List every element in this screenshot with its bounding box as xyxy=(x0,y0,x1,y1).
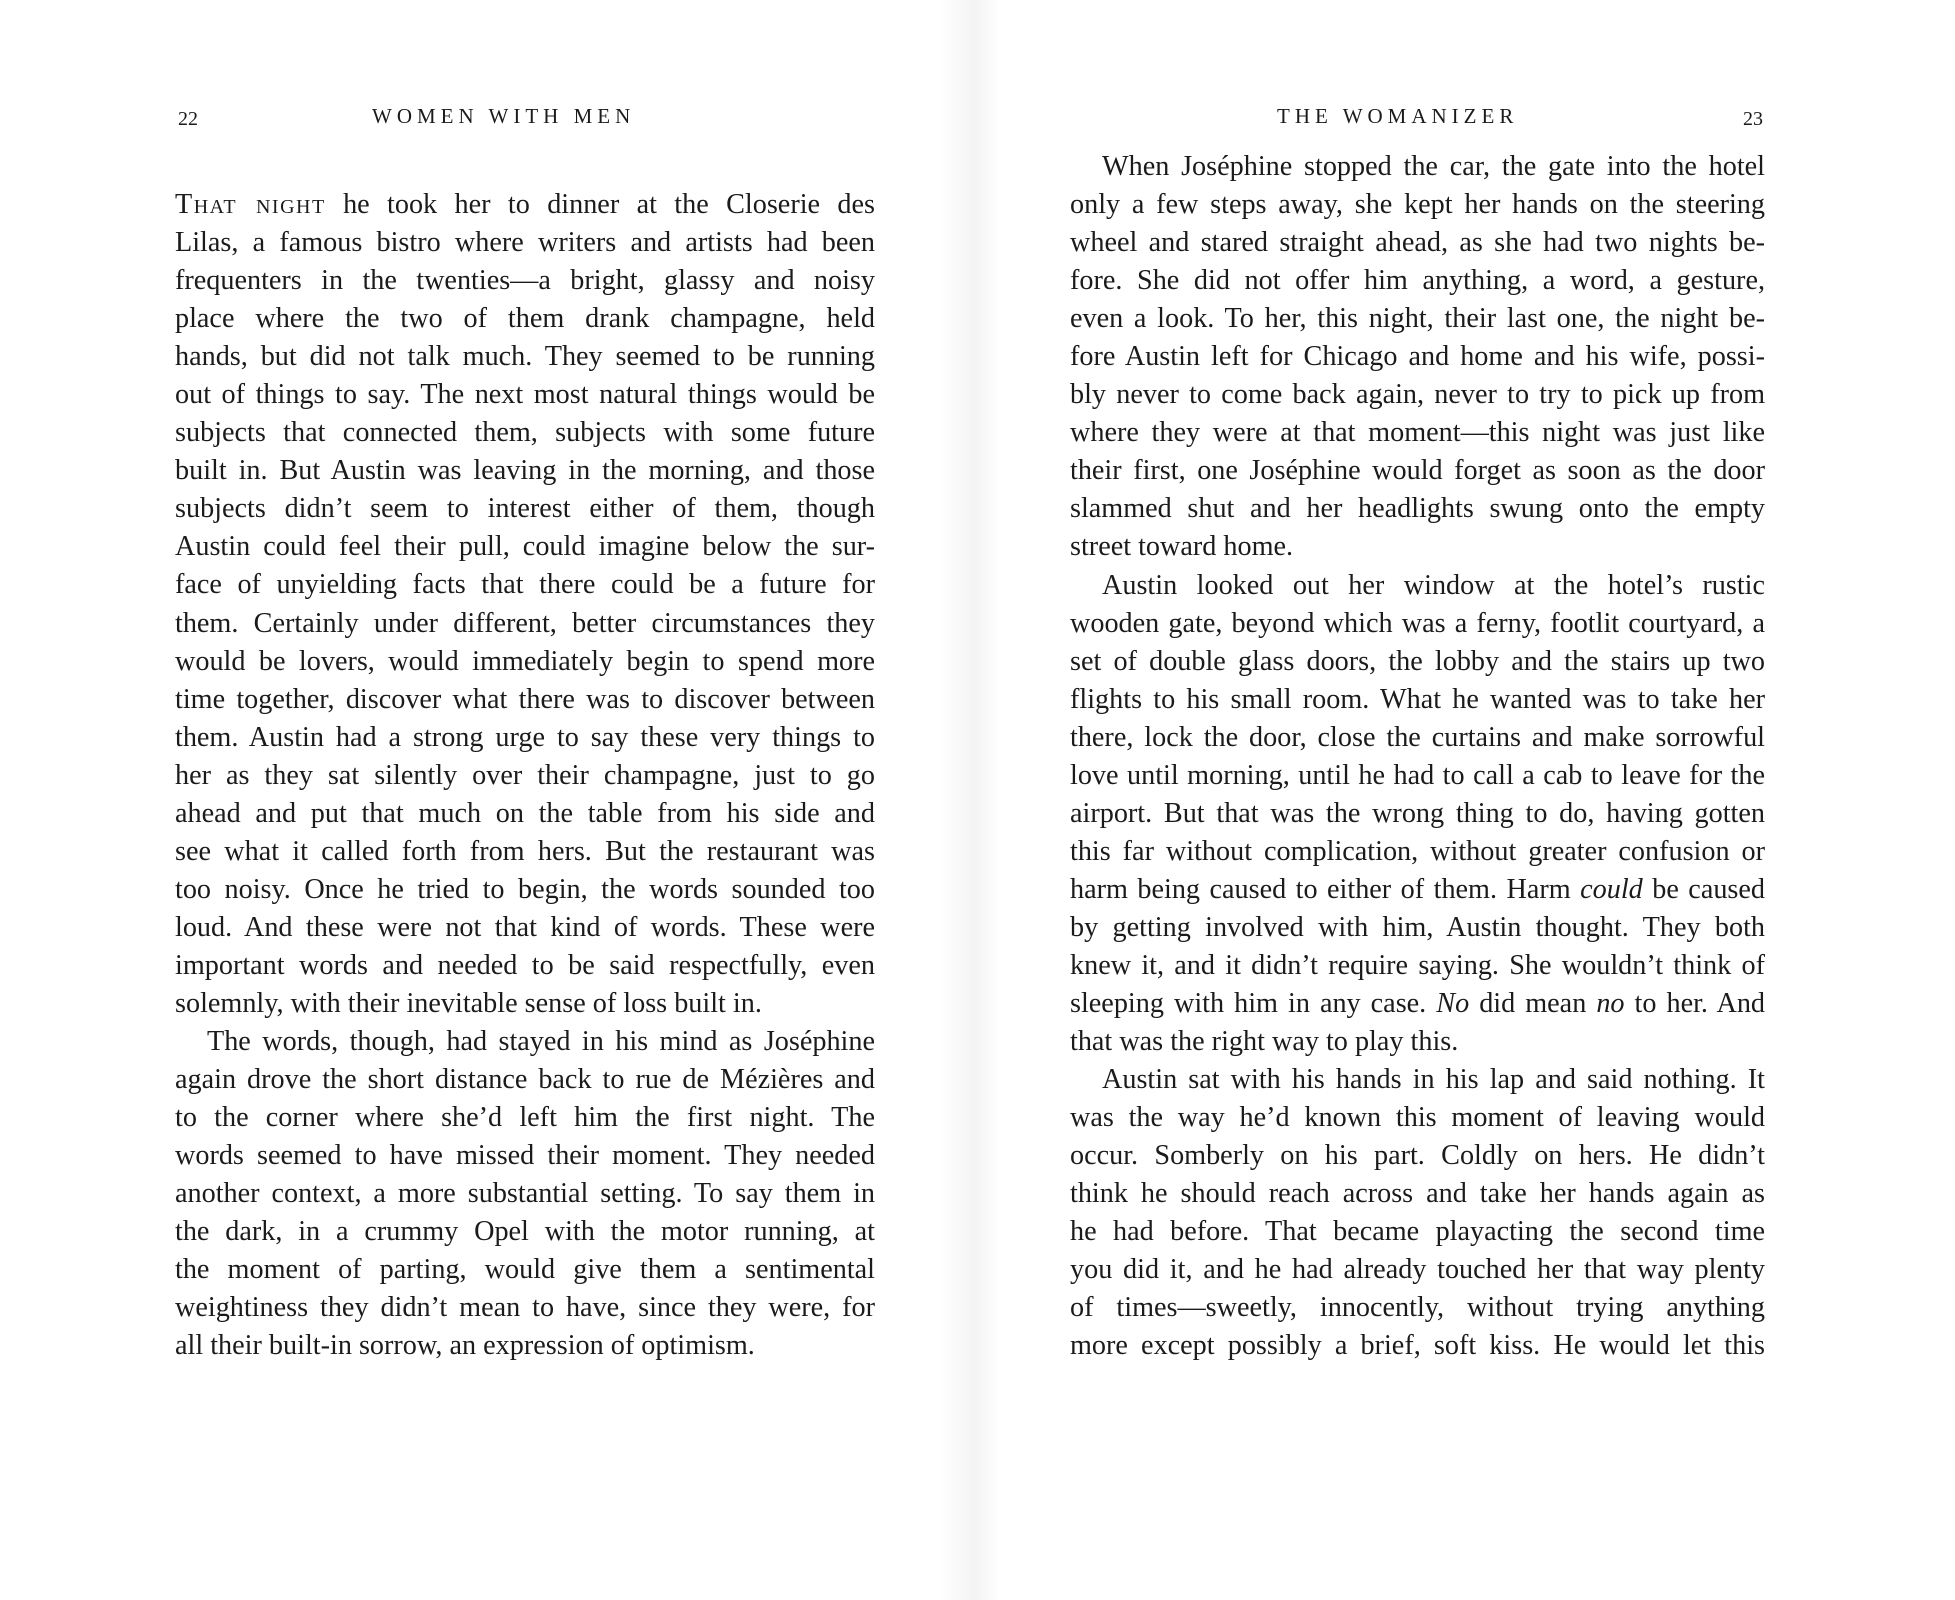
text-line: street toward home. xyxy=(1070,531,1294,563)
text-line: words seemed to have missed their moment. They needed xyxy=(175,1140,875,1172)
text-line: airport. But that was the wrong thing to do, having gotten xyxy=(1070,797,1765,829)
text-line: he had before. That became playacting the second time xyxy=(1070,1216,1765,1248)
text-line: only a few steps away, she kept her hands on the steering xyxy=(1070,189,1765,221)
italic-word: No xyxy=(1436,988,1470,1020)
text-line: would be lovers, would immediately begin to spend more xyxy=(175,645,875,677)
text-line: solemnly, with their inevitable sense of loss built in. xyxy=(175,987,762,1019)
text-line: them. Austin had a strong urge to say these very things to xyxy=(175,721,875,753)
text-line: see what it called forth from hers. But the restaurant was xyxy=(175,835,875,867)
text-line: was the way he’d known this moment of leaving would xyxy=(1070,1102,1765,1134)
italic-word: no xyxy=(1596,988,1625,1020)
text-line: place where the two of them drank champagne, held xyxy=(175,303,875,335)
text-line: fore. She did not offer him anything, a word, a gesture, xyxy=(1070,265,1765,297)
left-page xyxy=(0,0,975,1600)
text-line: even a look. To her, this night, their last one, the night be- xyxy=(1070,303,1765,335)
right-paragraph-1 xyxy=(1070,148,1765,567)
text-line: too noisy. Once he tried to begin, the words sounded too xyxy=(175,873,875,905)
text-line: loud. And these were not that kind of words. These were xyxy=(175,911,875,943)
text-line: occur. Somberly on his part. Coldly on hers. He didn’t xyxy=(1070,1140,1765,1172)
left-paragraph-2 xyxy=(175,1023,875,1365)
right-paragraph-2 xyxy=(1070,567,1765,1062)
text-line: her as they sat silently over their champagne, just to go xyxy=(175,759,875,791)
text-line: important words and needed to be said respectfully, even xyxy=(175,949,875,981)
text-line: wheel and stared straight ahead, as she had two nights be- xyxy=(1070,227,1765,259)
text-line: time together, discover what there was to discover between xyxy=(175,683,875,715)
text-line: hands, but did not talk much. They seemed to be running xyxy=(175,341,875,373)
text-line: to the corner where she’d left him the first night. The xyxy=(175,1102,875,1134)
text-line: ahead and put that much on the table from his side and xyxy=(175,797,875,829)
text-line: weightiness they didn’t mean to have, since they were, for xyxy=(175,1292,875,1324)
text-line: set of double glass doors, the lobby and the stairs up two xyxy=(1070,645,1765,677)
text-line: another context, a more substantial setting. To say them in xyxy=(175,1178,875,1210)
text-line xyxy=(175,186,875,224)
small-caps-lead: That night xyxy=(175,189,326,220)
text-line: think he should reach across and take her hands again as xyxy=(1070,1178,1765,1210)
text-fragment: to her. And xyxy=(1624,988,1766,1020)
italic-word: could xyxy=(1580,873,1643,905)
left-page-text xyxy=(175,186,875,1365)
text-line: The words, though, had stayed in his mind as Joséphine xyxy=(207,1026,875,1058)
text-line: face of unyielding facts that there could be a future for xyxy=(175,569,875,601)
text-line xyxy=(1070,871,1765,909)
right-running-head: THE WOMANIZER xyxy=(1277,104,1519,128)
text-line: flights to his small room. What he wanted was to take her xyxy=(1070,683,1765,715)
text-line: all their built-in sorrow, an expression of optimism. xyxy=(175,1330,755,1362)
right-paragraph-3 xyxy=(1070,1061,1765,1365)
text-line: bly never to come back again, never to try to pick up from xyxy=(1070,379,1765,411)
text-line: Austin looked out her window at the hotel’s rustic xyxy=(1102,569,1765,601)
text-line: more except possibly a brief, soft kiss. He would let this xyxy=(1070,1330,1765,1362)
text-line: love until morning, until he had to call a cab to leave for the xyxy=(1070,759,1765,791)
text-line: wooden gate, beyond which was a ferny, footlit courtyard, a xyxy=(1070,607,1765,639)
text-line: Lilas, a famous bistro where writers and artists had been xyxy=(175,227,875,259)
text-line: you did it, and he had already touched her that way plenty xyxy=(1070,1254,1765,1286)
text-line: out of things to say. The next most natural things would be xyxy=(175,379,875,411)
text-line xyxy=(1070,985,1765,1023)
left-paragraph-1 xyxy=(175,186,875,1023)
text-line: slammed shut and her headlights swung onto the empty xyxy=(1070,493,1765,525)
text-line: fore Austin left for Chicago and home and his wife, possi- xyxy=(1070,341,1765,373)
text-line-rest: he took her to dinner at the Closerie des xyxy=(325,189,875,220)
text-fragment: harm being caused to either of them. Harm xyxy=(1070,873,1581,905)
text-line: by getting involved with him, Austin thought. They both xyxy=(1070,911,1765,943)
text-line: subjects that connected them, subjects with some future xyxy=(175,417,875,449)
left-running-head: WOMEN WITH MEN xyxy=(372,104,636,128)
text-line: the moment of parting, would give them a sentimental xyxy=(175,1254,875,1286)
text-fragment: sleeping with him in any case. xyxy=(1070,988,1437,1020)
text-fragment: be caused xyxy=(1642,873,1765,905)
text-fragment: did mean xyxy=(1469,988,1597,1020)
text-line: frequenters in the twenties—a bright, glassy and noisy xyxy=(175,265,875,297)
text-line: of times—sweetly, innocently, without trying anything xyxy=(1070,1292,1765,1324)
text-line: the dark, in a crummy Opel with the motor running, at xyxy=(175,1216,875,1248)
text-line: this far without complication, without greater confusion or xyxy=(1070,835,1765,867)
text-line: their first, one Joséphine would forget as soon as the door xyxy=(1070,455,1765,487)
left-page-number: 22 xyxy=(178,108,198,130)
right-page-number: 23 xyxy=(1743,108,1763,130)
text-line: Austin could feel their pull, could imagine below the sur- xyxy=(175,531,875,563)
text-line: Austin sat with his hands in his lap and said nothing. It xyxy=(1102,1064,1765,1096)
right-page-text xyxy=(1070,148,1765,1366)
text-line: that was the right way to play this. xyxy=(1070,1026,1459,1058)
right-page xyxy=(975,0,1955,1600)
text-line: there, lock the door, close the curtains and make sorrowful xyxy=(1070,721,1765,753)
text-line: them. Certainly under different, better circumstances they xyxy=(175,607,875,639)
text-line: again drove the short distance back to rue de Mézières and xyxy=(175,1064,875,1096)
text-line: built in. But Austin was leaving in the morning, and those xyxy=(175,455,875,487)
text-line: When Joséphine stopped the car, the gate into the hotel xyxy=(1102,151,1765,182)
text-line: where they were at that moment—this night was just like xyxy=(1070,417,1765,449)
text-line: knew it, and it didn’t require saying. She wouldn’t think of xyxy=(1070,949,1765,981)
text-line: subjects didn’t seem to interest either of them, though xyxy=(175,493,875,525)
